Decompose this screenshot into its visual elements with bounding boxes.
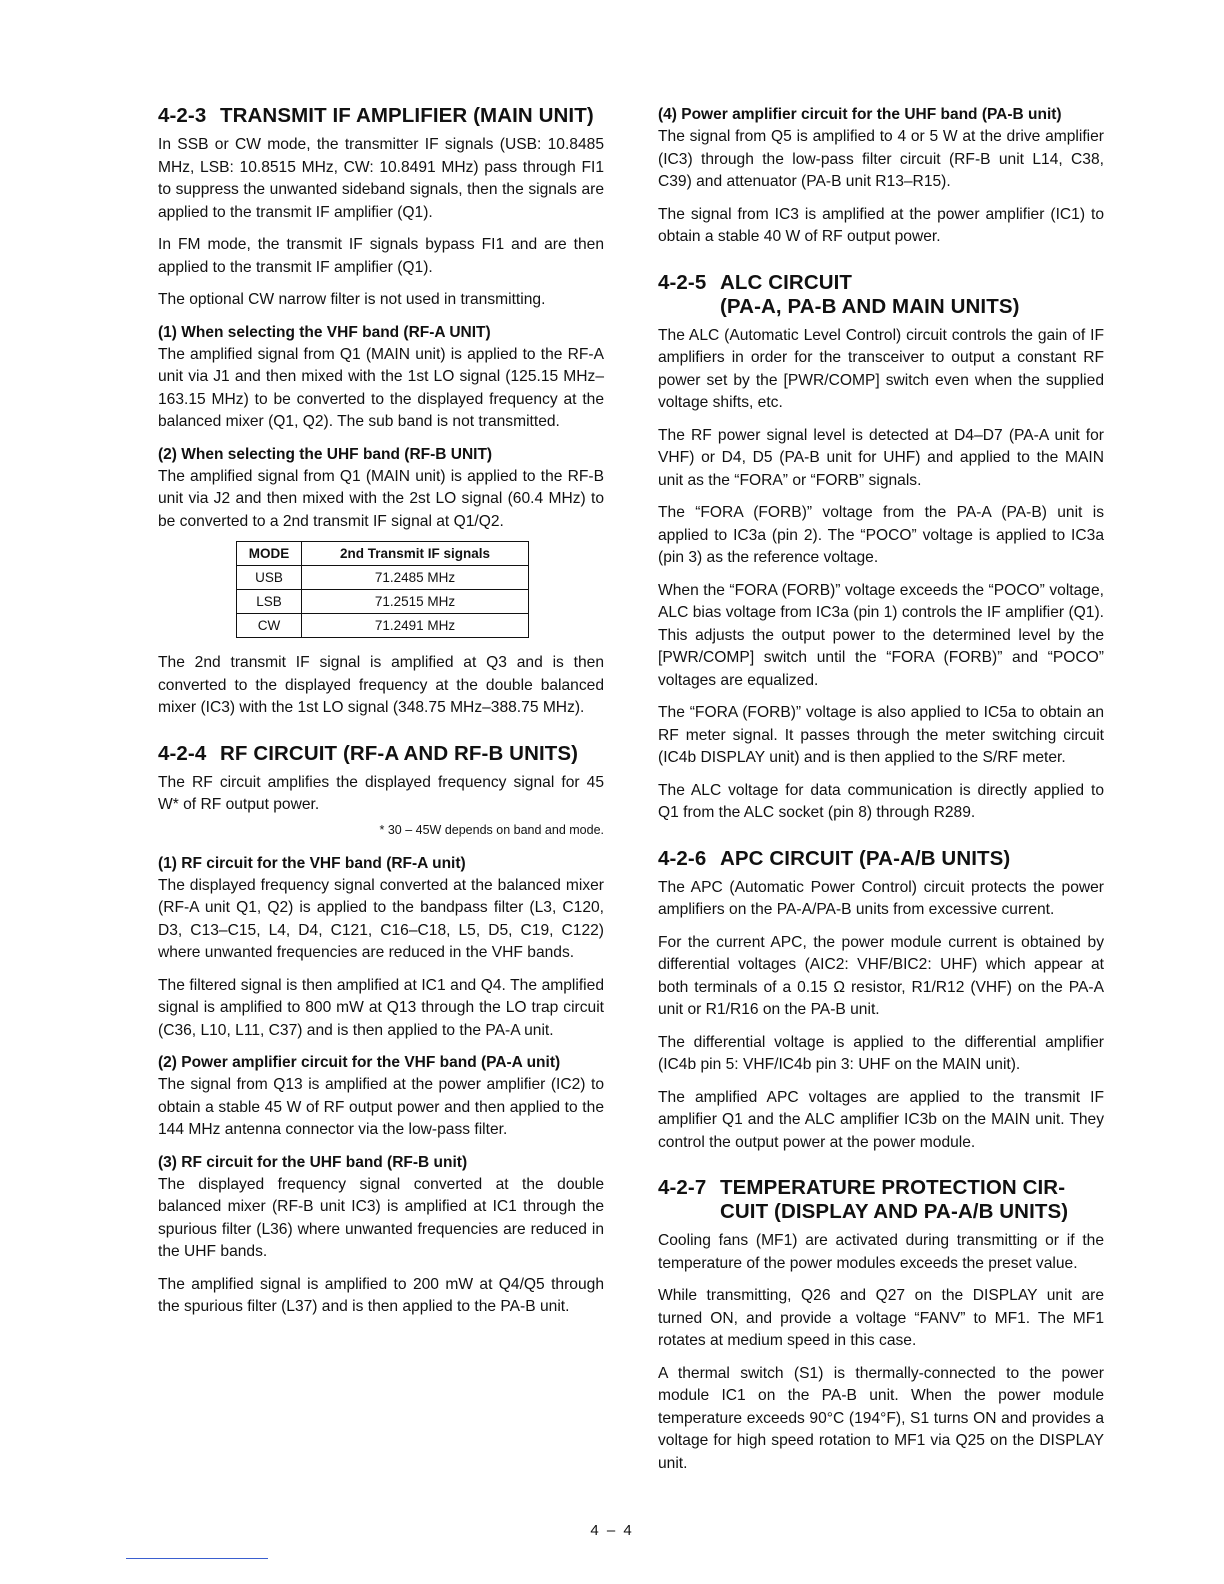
paragraph: The “FORA (FORB)” voltage from the PA-A (PA-B) unit is applied to IC3a (pin 2). The “POCO” voltage is applied to IC3a (pin 3) as the reference voltage. (658, 504, 1104, 566)
paragraph: The signal from Q13 is amplified at the power amplifier (IC2) to obtain a stable 45 W of RF output power and then applied to the 144 MHz antenna connector via the low-pass filter. (158, 1076, 604, 1138)
section-title: TEMPERATURE PROTECTION CIR- (720, 1176, 1066, 1199)
paragraph: The amplified APC voltages are applied to the transmit IF amplifier Q1 and the ALC amplifier IC3b on the MAIN unit. They control the output power at the power module. (658, 1088, 1104, 1151)
section-title: RF CIRCUIT (RF-A AND RF-B UNITS) (220, 741, 579, 765)
paragraph: The amplified signal from Q1 (MAIN unit) is applied to the RF-A unit via J1 and then mixed with the 1st LO signal (125.15 MHz–163.15 MHz) to be converted to the displayed frequency at the balanced mixer (Q1, Q2). The sub band is not transmitted. (158, 345, 604, 430)
paragraph: The ALC (Automatic Level Control) circuit controls the gain of IF amplifiers in order for the transceiver to output a constant RF power set by the [PWR/COMP] switch even when the supplied voltage shifts, etc. (658, 326, 1104, 411)
table-cell: 71.2491 MHz (302, 614, 529, 638)
section-4-2-6 (658, 847, 1104, 1155)
left-column (158, 104, 604, 1329)
section-number: 4-2-6 (658, 846, 707, 870)
paragraph: In FM mode, the transmit IF signals bypass FI1 and are then applied to the transmit IF amplifier (Q1). (158, 236, 604, 276)
table-row (237, 590, 529, 614)
table-cell: LSB (237, 590, 302, 614)
paragraph: The displayed frequency signal converted at the double balanced mixer (RF-B unit IC3) is amplified at IC1 through the spurious filter (L36) where unwanted frequencies are reduced in the UHF bands. (158, 1175, 604, 1260)
paragraph: A thermal switch (S1) is thermally-connected to the power module IC1 on the PA-B unit. When the power module temperature exceeds 90°C (194°F), S1 turns ON and provides a voltage for high speed rotation to MF1 via Q25 on the DISPLAY unit. (658, 1364, 1104, 1472)
section-4-2-5 (658, 271, 1104, 825)
section-4-2-4 (158, 742, 604, 1319)
subsection-title: (3) RF circuit for the UHF band (RF-B unit) (158, 1153, 468, 1171)
paragraph: The amplified signal from Q1 (MAIN unit) is applied to the RF-B unit via J2 and then mixed with the 2st LO signal (60.4 MHz) to be converted to a 2nd transmit IF signal at Q1/Q2. (158, 467, 604, 530)
paragraph: While transmitting, Q26 and Q27 on the DISPLAY unit are turned ON, and provide a voltage “FANV” to MF1. The MF1 rotates at medium speed in this case. (658, 1287, 1104, 1349)
section-heading (658, 1176, 1104, 1224)
footnote: * 30 – 45W depends on band and mode. (379, 822, 604, 837)
right-column (658, 104, 1104, 1485)
section-heading (158, 104, 604, 128)
paragraph: When the “FORA (FORB)” voltage exceeds the “POCO” voltage, ALC bias voltage from IC3a (pin 1) controls the IF amplifier (Q1). This adjusts the output power to the determined level by the [PWR/COMP] switch until the “FORA (FORB)” and “POCO” voltages are equalized. (658, 581, 1104, 689)
section-heading (658, 271, 1104, 319)
table-cell: USB (237, 566, 302, 590)
column-header-signals: 2nd Transmit IF signals (302, 542, 529, 566)
section-number: 4-2-3 (158, 104, 207, 127)
paragraph: The optional CW narrow filter is not used in transmitting. (158, 291, 546, 308)
subsection-title: (1) When selecting the VHF band (RF-A UNIT) (158, 323, 491, 341)
section-number: 4-2-4 (158, 741, 207, 765)
bottom-rule (126, 1558, 268, 1559)
section-title: APC CIRCUIT (PA-A/B UNITS) (720, 846, 1011, 870)
subsection-title: (2) Power amplifier circuit for the VHF band (PA-A unit) (158, 1054, 561, 1071)
page-number: 4 – 4 (590, 1522, 634, 1539)
paragraph: The RF power signal level is detected at D4–D7 (PA-A unit for VHF) or D4, D5 (PA-B unit for UHF) and applied to the MAIN unit as the “FORA” or “FORB” signals. (658, 426, 1104, 489)
section-4-2-4-continued (658, 104, 1104, 249)
paragraph: The 2nd transmit IF signal is amplified at Q3 and is then converted to the displayed frequency at the double balanced mixer (IC3) with the 1st LO signal (348.75 MHz–388.75 MHz). (158, 654, 604, 716)
table-header-row (237, 542, 529, 566)
paragraph: The “FORA (FORB)” voltage is also applied to IC5a to obtain an RF meter signal. It passes through the meter switching circuit (IC4b DISPLAY unit) and is then applied to the S/RF meter. (658, 704, 1104, 766)
transmit-if-table (236, 541, 529, 638)
section-4-2-3 (158, 104, 604, 720)
paragraph: The displayed frequency signal converted at the balanced mixer (RF-A unit Q1, Q2) is applied to the bandpass filter (L3, C120, D3, C13–C15, L4, D4, C121, C16–C18, L5, D5, C19, C122) where unwanted frequencies are reduced in the VHF bands. (158, 876, 604, 961)
table-row (237, 566, 529, 590)
table-cell: 71.2485 MHz (302, 566, 529, 590)
section-title: TRANSMIT IF AMPLIFIER (MAIN UNIT) (220, 104, 594, 127)
table-cell: CW (237, 614, 302, 638)
paragraph: The APC (Automatic Power Control) circuit protects the power amplifiers on the PA-A/PA-B units from excessive current. (658, 878, 1104, 918)
section-4-2-7 (658, 1176, 1104, 1475)
section-title: ALC CIRCUIT (720, 270, 853, 294)
section-title-line2: CUIT (DISPLAY AND PA-A/B UNITS) (720, 1200, 1069, 1223)
paragraph: For the current APC, the power module current is obtained by differential voltages (AIC2: VHF/BIC2: UHF) which appear at both terminals of a 0.15 Ω resistor, R1/R12 (VHF) on the PA-A unit or R1/R16 on the PA-B unit. (658, 933, 1104, 1018)
paragraph: The filtered signal is then amplified at IC1 and Q4. The amplified signal is amplified to 800 mW at Q13 through the LO trap circuit (C36, L10, L11, C37) and is then applied to the PA-A unit. (158, 976, 604, 1039)
paragraph: The signal from IC3 is amplified at the power amplifier (IC1) to obtain a stable 40 W of RF output power. (658, 205, 1104, 245)
subsection-title: (4) Power amplifier circuit for the UHF band (PA-B unit) (658, 106, 1062, 123)
paragraph: The differential voltage is applied to the differential amplifier (IC4b pin 5: VHF/IC4b pin 3: UHF on the MAIN unit). (658, 1033, 1104, 1073)
column-header-mode: MODE (237, 542, 302, 566)
subsection-title: (2) When selecting the UHF band (RF-B UNIT) (158, 445, 493, 463)
paragraph: The ALC voltage for data communication is directly applied to Q1 from the ALC socket (pin 8) through R289. (658, 781, 1104, 821)
section-number: 4-2-7 (658, 1176, 707, 1199)
subsection-title: (1) RF circuit for the VHF band (RF-A unit) (158, 854, 466, 872)
table-cell: 71.2515 MHz (302, 590, 529, 614)
section-heading (158, 742, 604, 766)
paragraph: The RF circuit amplifies the displayed frequency signal for 45 W* of RF output power. (158, 773, 604, 813)
section-heading (658, 847, 1104, 871)
section-number: 4-2-5 (658, 270, 707, 294)
paragraph: The signal from Q5 is amplified to 4 or 5 W at the drive amplifier (IC3) through the low-pass filter circuit (RF-B unit L14, C38, C39) and attenuator (PA-B unit R13–R15). (658, 128, 1104, 190)
section-title-line2: (PA-A, PA-B AND MAIN UNITS) (720, 294, 1020, 318)
table-row (237, 614, 529, 638)
paragraph: Cooling fans (MF1) are activated during transmitting or if the temperature of the power modules exceeds the preset value. (658, 1232, 1104, 1272)
paragraph: The amplified signal is amplified to 200 mW at Q4/Q5 through the spurious filter (L37) and is then applied to the PA-B unit. (158, 1275, 604, 1315)
paragraph: In SSB or CW mode, the transmitter IF signals (USB: 10.8485 MHz, LSB: 10.8515 MHz, CW: 10.8491 MHz) pass through FI1 to suppress the unwanted sideband signals, then the signals are applied to the transmit IF amplifier (Q1). (158, 136, 604, 221)
